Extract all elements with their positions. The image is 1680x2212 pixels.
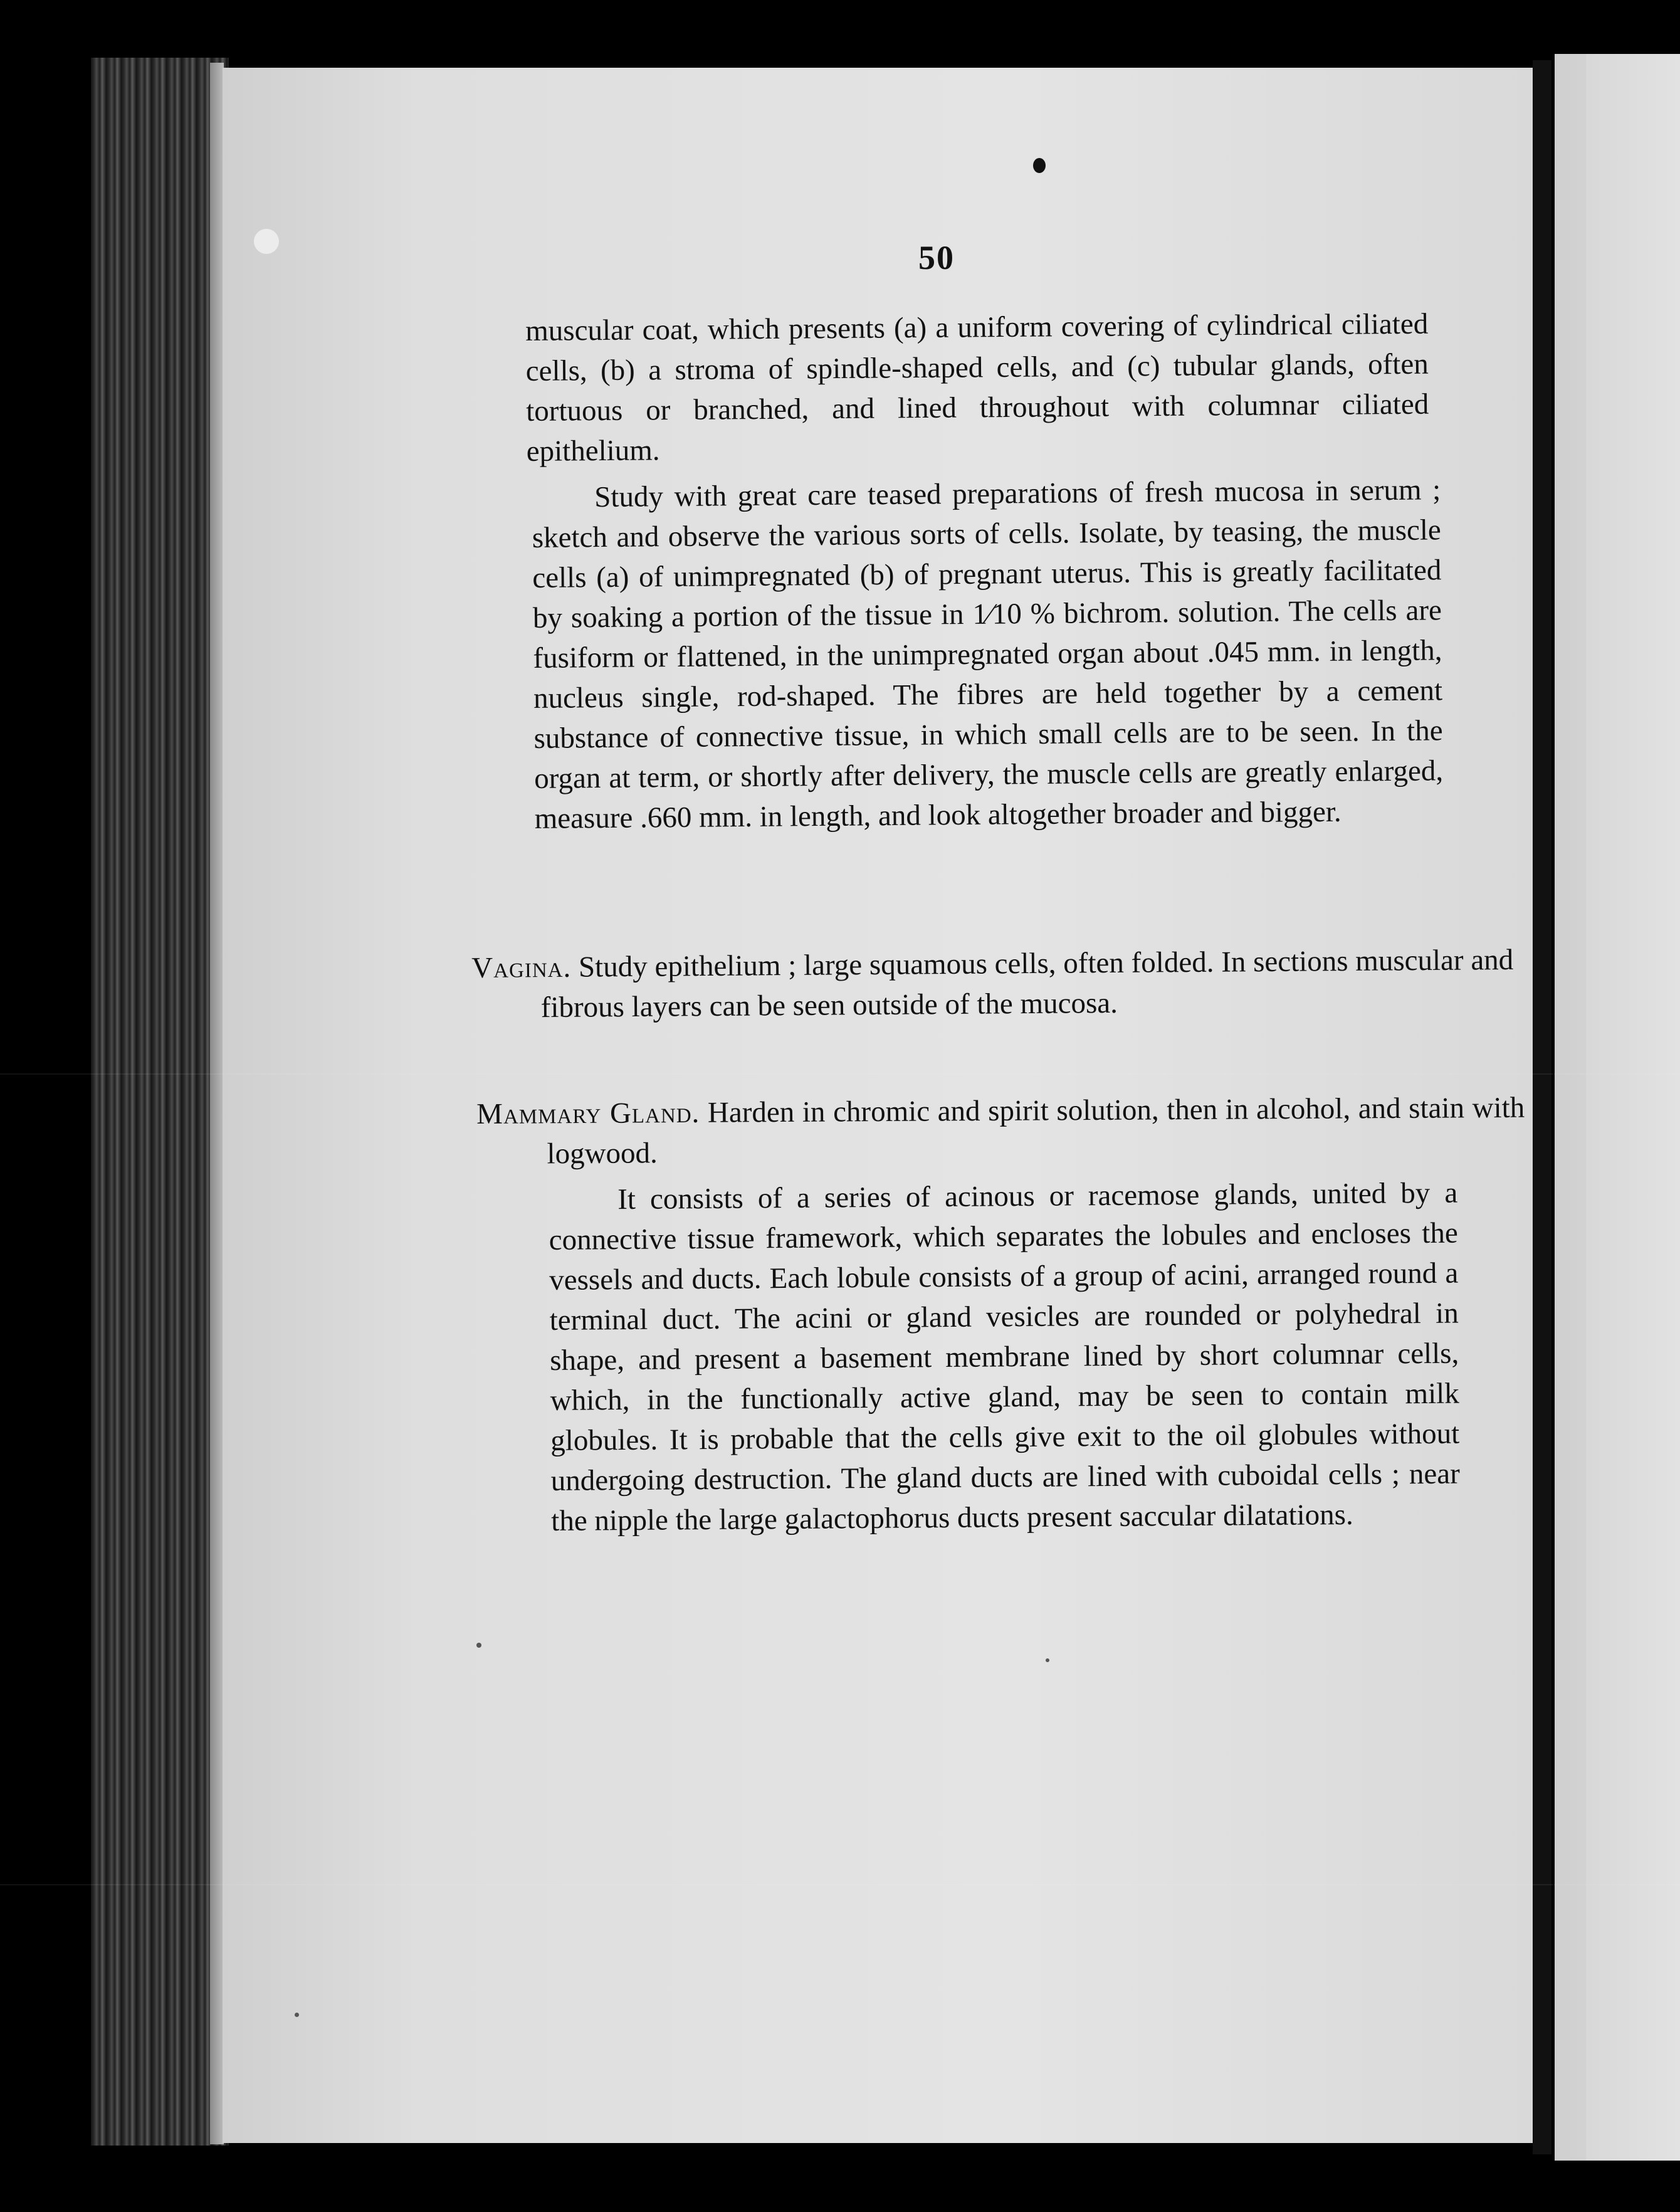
paper-spot (254, 229, 279, 254)
vagina-heading: Vagina. (471, 951, 572, 984)
vagina-entry (471, 940, 1514, 1028)
paragraph-intro: muscular coat, which presents (a) a uniform covering of cylindrical ciliated cells, (b) a stroma of spindle-shaped cells, and (c) tubular glands, often tortuous or branched, and lined throughout with columnar ciliated epithelium. (525, 307, 1429, 468)
mammary-heading: Mammary Gland. (476, 1096, 700, 1130)
scan-line (0, 1073, 1680, 1075)
next-page-edge (1586, 54, 1680, 2161)
paragraph-mammary: It consists of a series of acinous or racemose glands, united by a connective tissue framework, which separates the lobules and encloses the vessels and ducts. Each lobule consists of a group of acini, arranged round a terminal duct. The acini or gland vesicles are rounded or polyhedral in shape, and present a basement membrane lined by short columnar cells, which, in the functionally active gland, may be seen to contain milk globules. It is probable that the cells give exit to the oil globules without undergoing destruction. The gland ducts are lined with cuboidal cells ; near the nipple the large galactophorus ducts present saccular dilatations. (549, 1176, 1460, 1537)
ink-speck (1046, 1658, 1049, 1662)
page-number: 50 (918, 239, 955, 276)
scan-line (0, 1884, 1680, 1885)
ink-speck (295, 2013, 299, 2017)
paragraph-study: Study with great care teased preparations of fresh mucosa in serum ; sketch and observe the various sorts of cells. Isolate, by teasing, the muscle cells (a) of unimpregnated (b) of pregnant uterus. This is greatly facilitated by soaking a portion of the tissue in 1⁄10 % bichrom. solution. The cells are fusiform or flattened, in the unimpregnated organ about .045 mm. in length, nucleus single, rod-shaped. The fibres are held together by a cement substance of connective tissue, in which small cells are to be seen. In the organ at term, or shortly after delivery, the muscle cells are greatly enlarged, measure .660 mm. in length, and look altogether broader and bigger. (532, 473, 1444, 835)
ink-dot (1033, 158, 1046, 173)
mammary-entry (476, 1088, 1525, 1174)
mammary-text: Harden in chromic and spirit solution, then in alcohol, and stain with logwood. (547, 1091, 1525, 1171)
book-spine (91, 58, 229, 2146)
spine-edge (210, 63, 224, 2144)
ink-speck (476, 1643, 481, 1648)
vagina-text: Study epithelium ; large squamous cells, often folded. In sections muscular and fibrous layers can be seen outside of the mucosa. (540, 943, 1514, 1024)
page-gutter (1533, 60, 1551, 2154)
